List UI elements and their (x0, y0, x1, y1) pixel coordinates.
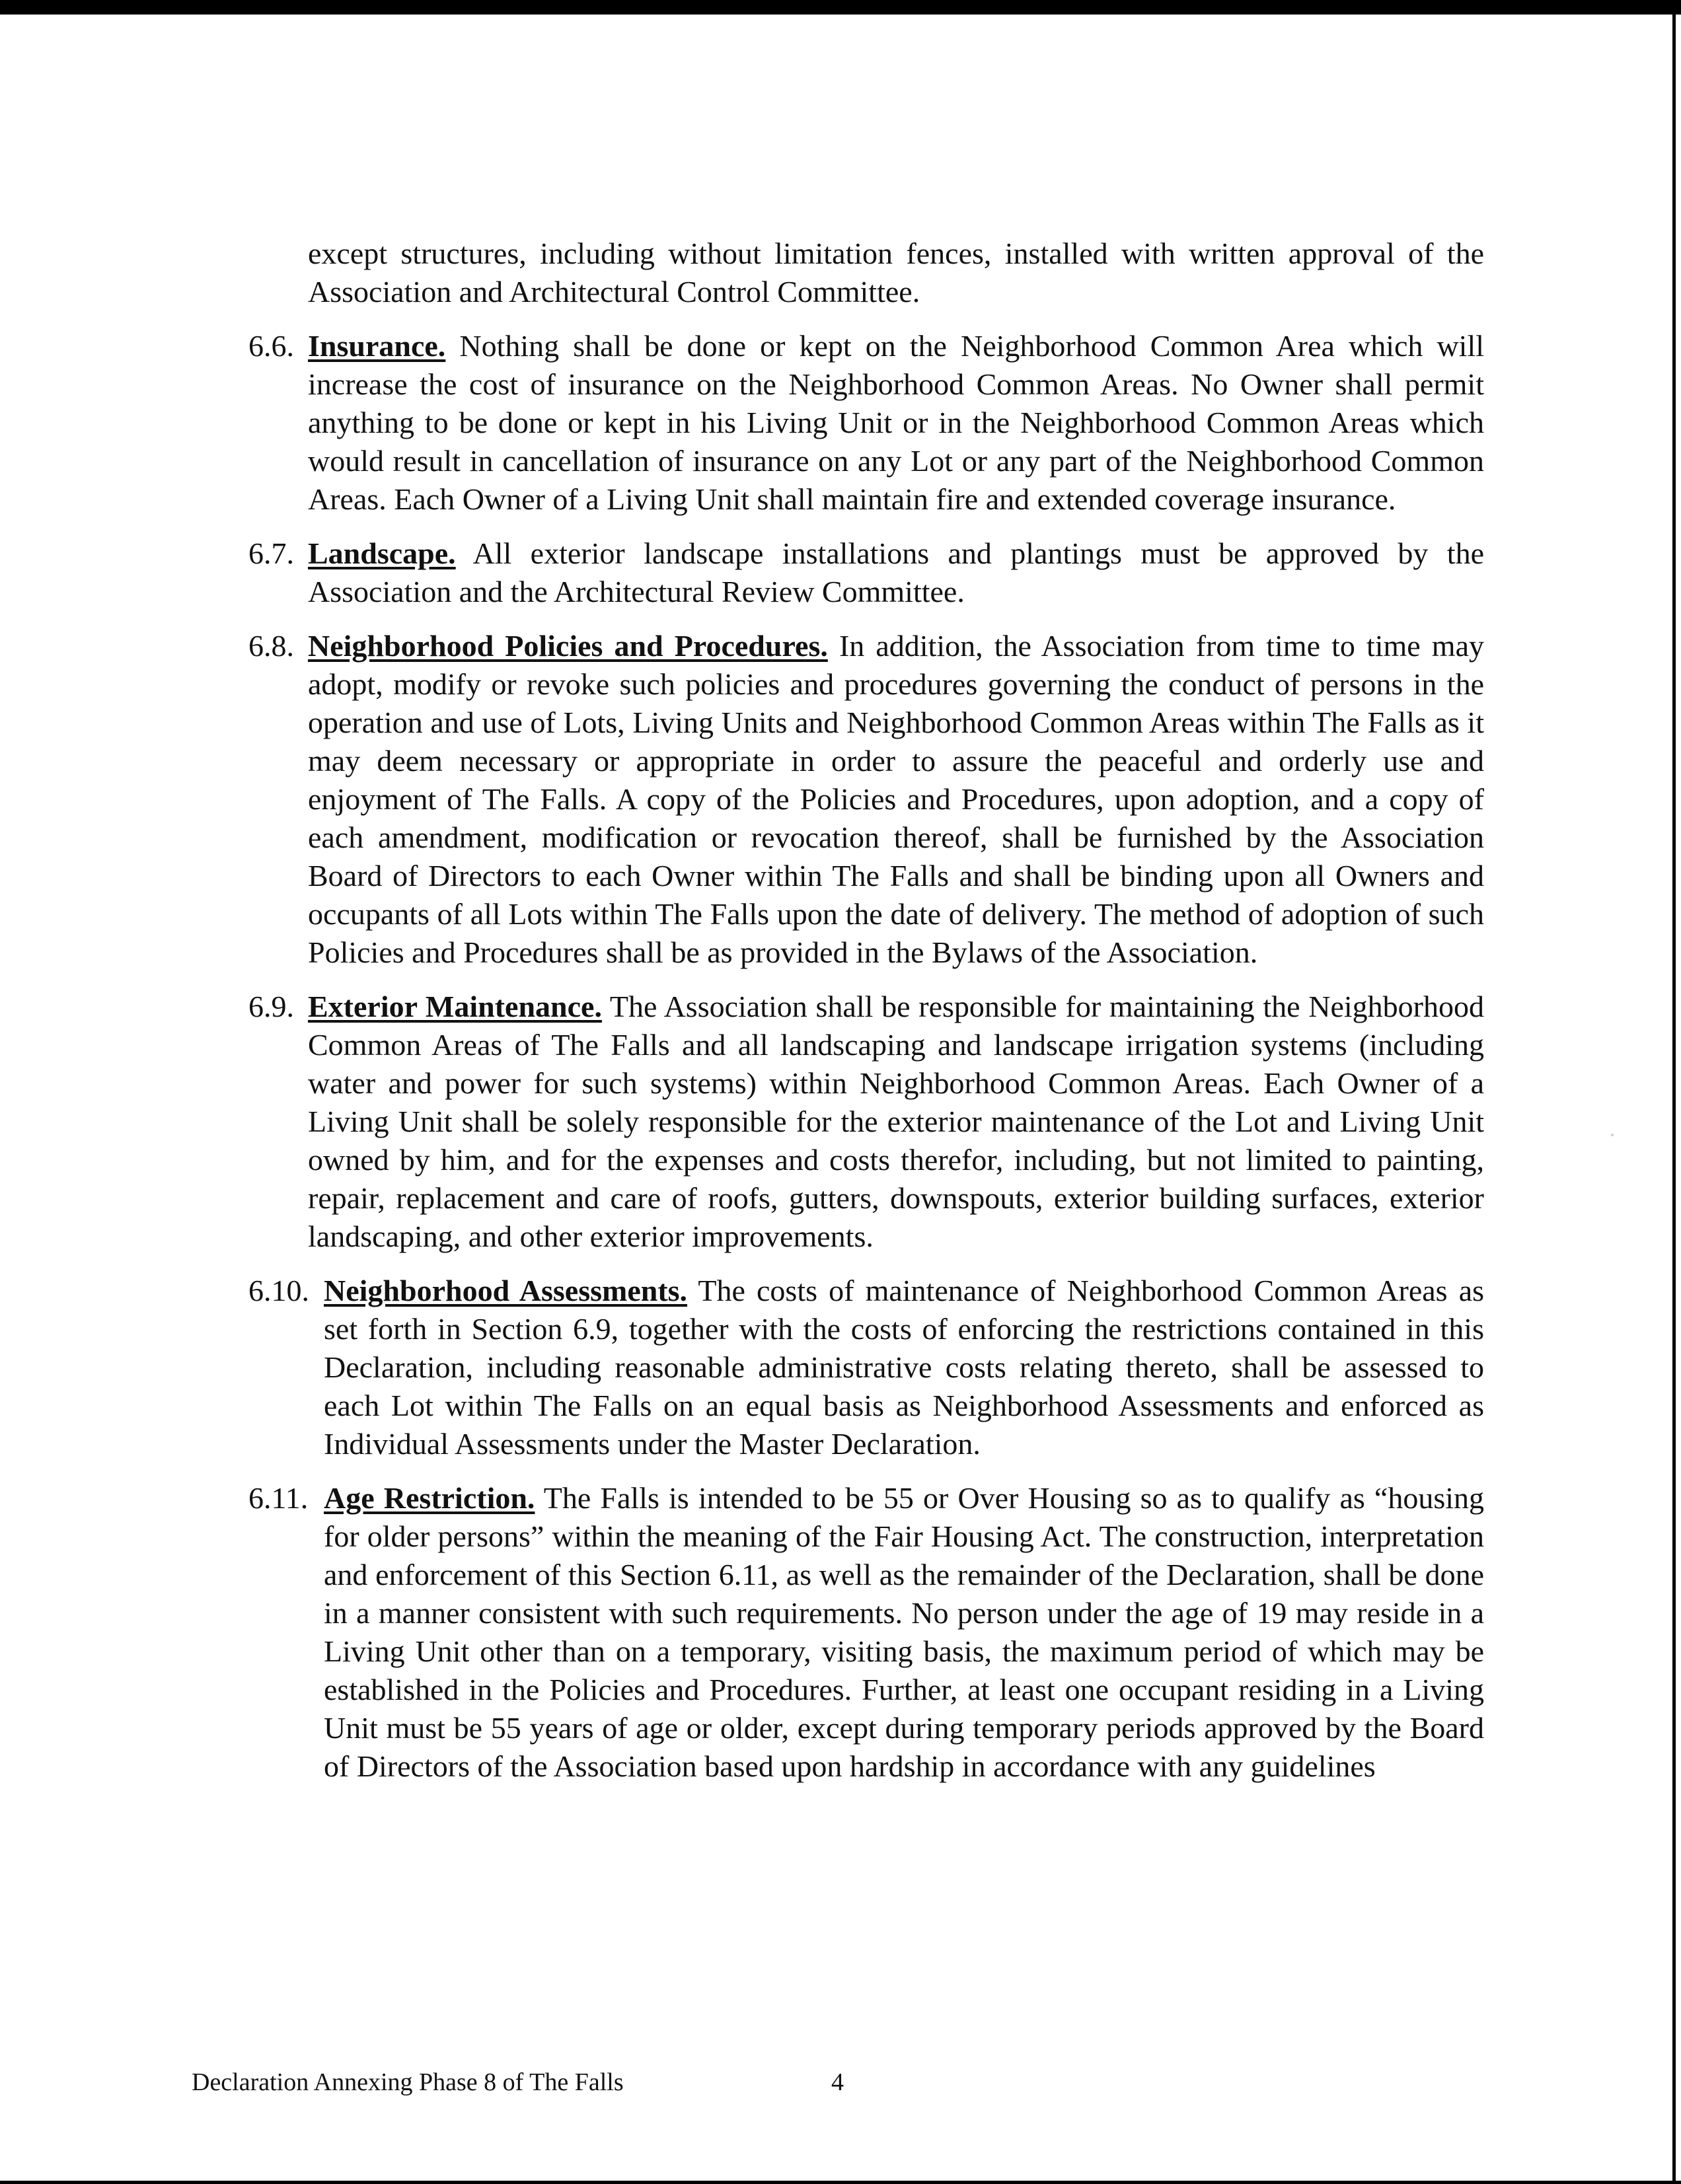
continued-paragraph: except structures, including without limitation fences, installed with written approval of the Association and Architectural Control Committee. (308, 237, 1484, 309)
footer-page-number: 4 (831, 2068, 844, 2096)
section-number: 6.8. (248, 629, 294, 663)
section-text: The costs of maintenance of Neighborhood Common Areas as set forth in Section 6.9, together with the costs of enforcing the restrictions contained in this Declaration, including reasonable administrative costs relating thereto, shall be assessed to each Lot within The Falls on an equal basis as Neighborhood Assessments and enforced as Individual Assessments under the Master Declaration. (324, 1274, 1485, 1461)
section-number: 6.6. (248, 329, 294, 363)
section-heading: Exterior Maintenance. (308, 990, 602, 1023)
section-text: The Falls is intended to be 55 or Over Housing so as to qualify as “housing for older persons” within the meaning of the Fair Housing Act. The construction, interpretation and enforcement of this Section 6.11, as well as the remainder of the Declaration, shall be done in a manner consistent with such requirements. No person under the age of 19 may reside in a Living Unit other than on a temporary, visiting basis, the maximum period of which may be established in the Policies and Procedures. Further, at least one occupant residing in a Living Unit must be 55 years of age or older, except during temporary periods approved by the Board of Directors of the Association based upon hardship in accordance with any guidelines (324, 1481, 1484, 1783)
section-number: 6.10. (248, 1274, 309, 1307)
section-heading: Age Restriction. (324, 1481, 535, 1515)
scan-right-border (1672, 15, 1676, 2184)
document-body (248, 235, 1484, 1802)
section-heading: Neighborhood Policies and Procedures. (308, 629, 828, 663)
section-text: All exterior landscape installations and plantings must be approved by the Association and the Architectural Review Committee. (308, 536, 1484, 608)
section-heading: Insurance. (308, 329, 446, 363)
section-6-8 (248, 627, 1484, 972)
section-text: The Association shall be responsible for maintaining the Neighborhood Common Areas of The Falls and all landscaping and landscape irrigation systems (including water and power for such systems) within Neighborhood Common Areas. Each Owner of a Living Unit shall be solely responsible for the exterior maintenance of the Lot and Living Unit owned by him, and for the expenses and costs therefor, including, but not limited to painting, repair, replacement and care of roofs, gutters, downspouts, exterior building surfaces, exterior landscaping, and other exterior improvements. (308, 990, 1485, 1253)
section-number: 6.11. (248, 1481, 309, 1515)
section-6-7 (248, 534, 1484, 611)
section-heading: Landscape. (308, 536, 456, 570)
section-6-10 (248, 1272, 1484, 1463)
section-6-9 (248, 988, 1484, 1256)
section-text: In addition, the Association from time to time may adopt, modify or revoke such policies and procedures governing the conduct of persons in the operation and use of Lots, Living Units and Neighborhood Common Areas within The Falls as it may deem necessary or appropriate in order to assure the peaceful and orderly use and enjoyment of The Falls. A copy of the Policies and Procedures, upon adoption, and a copy of each amendment, modification or revocation thereof, shall be furnished by the Association Board of Directors to each Owner within The Falls and shall be binding upon all Owners and occupants of all Lots within The Falls upon the date of delivery. The method of adoption of such Policies and Procedures shall be as provided in the Bylaws of the Association. (308, 629, 1484, 969)
section-6-11 (248, 1479, 1484, 1786)
section-heading: Neighborhood Assessments. (324, 1274, 688, 1307)
section-text: Nothing shall be done or kept on the Neighborhood Common Area which will increase the cost of insurance on the Neighborhood Common Areas. No Owner shall permit anything to be done or kept in his Living Unit or in the Neighborhood Common Areas which would result in cancellation of insurance on any Lot or any part of the Neighborhood Common Areas. Each Owner of a Living Unit shall maintain fire and extended coverage insurance. (308, 329, 1485, 516)
footer-document-title: Declaration Annexing Phase 8 of The Falls (192, 2068, 624, 2096)
section-number: 6.9. (248, 990, 294, 1023)
scan-bottom-border (0, 2181, 1681, 2184)
section-6-6 (248, 327, 1484, 519)
scan-speck (1611, 1134, 1614, 1136)
scan-top-border (0, 0, 1681, 15)
section-number: 6.7. (248, 536, 294, 570)
